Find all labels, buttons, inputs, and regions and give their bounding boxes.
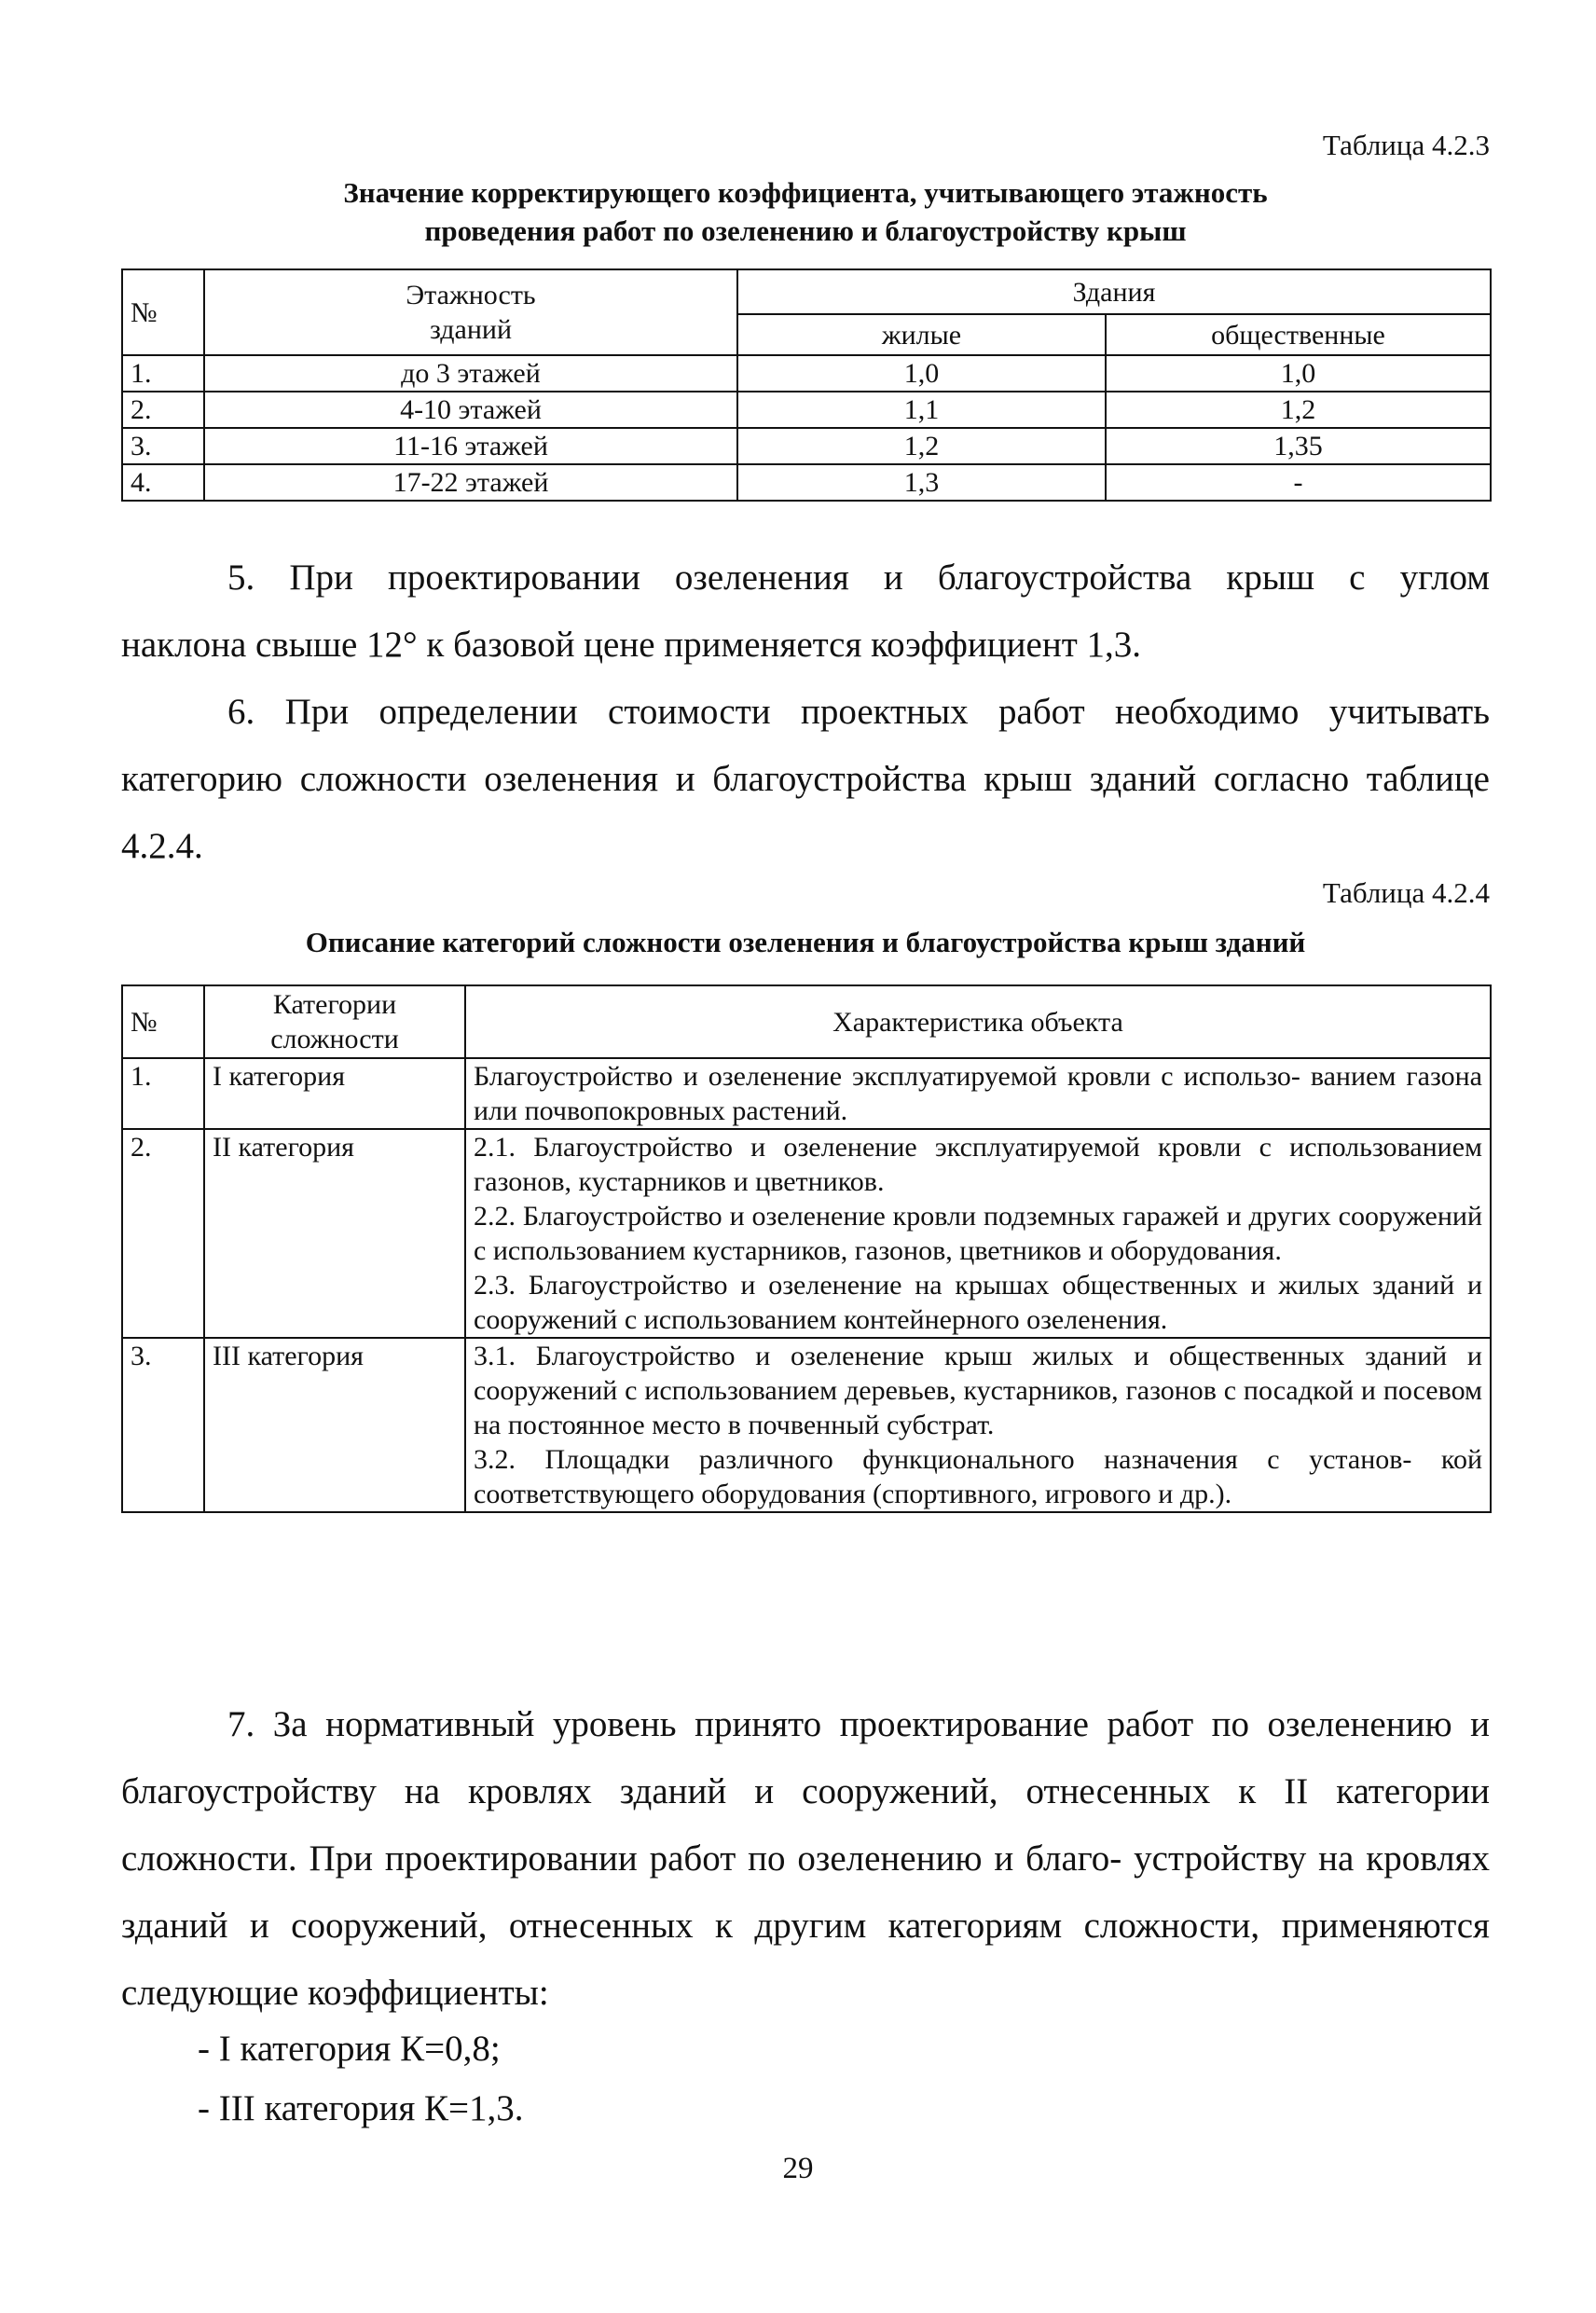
paragraph-5-line: 5. При проектировании озеленения и благоустройства крыш с углом — [227, 558, 1490, 598]
cell-category: II категория — [204, 1129, 465, 1338]
cell-num: 1. — [122, 1058, 204, 1129]
cell-num: 2. — [122, 392, 204, 428]
description-item: 2.3. Благоустройство и озеленение на крышах общественных и жилых зданий и сооружений с использованием контейнерного озеленения. — [474, 1270, 1482, 1335]
description-item: 2.1. Благоустройство и озеленение эксплуатируемой кровли с использованием газонов, кустарников и цветников. — [474, 1132, 1482, 1197]
cell-num: 1. — [122, 355, 204, 392]
header-num: № — [122, 985, 204, 1058]
table-title-line: проведения работ по озеленению и благоустройству крыш — [424, 214, 1187, 247]
description-item: 2.2. Благоустройство и озеленение кровли подземных гаражей и других сооружений с использованием кустарников, газонов, цветников и оборудования. — [474, 1201, 1482, 1266]
cell-public: - — [1106, 464, 1491, 501]
table-row — [122, 355, 1491, 392]
description-item: 3.2. Площадки различного функционального назначения с установ- кой соответствующего оборудования (спортивного, игрового и др.). — [474, 1444, 1482, 1509]
header-floors-line: зданий — [429, 314, 513, 345]
cell-floors: 4-10 этажей — [204, 392, 737, 428]
header-public: общественные — [1106, 314, 1491, 355]
paragraph-7-text: 7. За нормативный уровень принято проектирование работ по озеленению и благоустройству на кровлях зданий и сооружений, отнесенных к II категории сложности. При проектировании работ по озеленению и благо- устройству на кровлях зданий и сооружений, отнесенных к другим категориям сложности, применяются следующие коэффициенты: — [121, 1704, 1490, 2013]
table-row — [122, 392, 1491, 428]
header-buildings: Здания — [737, 269, 1491, 314]
list-item: - III категория К=1,3. — [198, 2088, 524, 2128]
header-floors-line: Этажность — [406, 280, 536, 310]
paragraph-5 — [121, 544, 1490, 679]
page-number: 29 — [782, 2152, 814, 2185]
coefficient-table — [121, 268, 1492, 502]
table-title-line: Значение корректирующего коэффициента, учитывающего этажность — [343, 176, 1268, 209]
list-item: - I категория К=0,8; — [198, 2029, 501, 2069]
header-category — [204, 985, 465, 1058]
cell-residential: 1,2 — [737, 428, 1106, 464]
paragraph-5-line: наклона свыше 12° к базовой цене применяется коэффициент 1,3. — [121, 625, 1142, 665]
cell-residential: 1,0 — [737, 355, 1106, 392]
cell-floors: 11-16 этажей — [204, 428, 737, 464]
table-title — [121, 173, 1490, 250]
table-row — [122, 1338, 1491, 1512]
paragraph-6-text: 6. При определении стоимости проектных работ необходимо учитывать категорию сложности озеленения и благоустройства крыш зданий согласно таблице 4.2.4. — [121, 692, 1490, 866]
header-category-line: сложности — [270, 1024, 399, 1054]
cell-description — [465, 1058, 1491, 1129]
cell-public: 1,2 — [1106, 392, 1491, 428]
description-item: Благоустройство и озеленение эксплуатируемой кровли с использо- ванием газона или почвопокровных растений. — [474, 1061, 1482, 1126]
header-floors — [204, 269, 737, 355]
cell-residential: 1,3 — [737, 464, 1106, 501]
cell-public: 1,35 — [1106, 428, 1491, 464]
cell-floors: 17-22 этажей — [204, 464, 737, 501]
cell-residential: 1,1 — [737, 392, 1106, 428]
header-description: Характеристика объекта — [465, 985, 1491, 1058]
description-item: 3.1. Благоустройство и озеленение крыш жилых и общественных зданий и сооружений с использованием деревьев, кустарников, газонов с посадкой и посевом на постоянное место в почвенный субстрат. — [474, 1341, 1482, 1440]
table-row — [122, 428, 1491, 464]
header-category-line: Категории — [272, 989, 397, 1020]
cell-category: I категория — [204, 1058, 465, 1129]
paragraph-6 — [121, 679, 1490, 880]
table-label: Таблица 4.2.3 — [1322, 129, 1490, 161]
cell-description — [465, 1338, 1491, 1512]
table-label: Таблица 4.2.4 — [1322, 876, 1490, 909]
cell-public: 1,0 — [1106, 355, 1491, 392]
cell-num: 2. — [122, 1129, 204, 1338]
header-residential: жилые — [737, 314, 1106, 355]
cell-num: 3. — [122, 1338, 204, 1512]
cell-category: III категория — [204, 1338, 465, 1512]
header-num: № — [122, 269, 204, 355]
cell-description — [465, 1129, 1491, 1338]
cell-num: 3. — [122, 428, 204, 464]
cell-floors: до 3 этажей — [204, 355, 737, 392]
table-row — [122, 464, 1491, 501]
paragraph-7 — [121, 1691, 1490, 2027]
table-title: Описание категорий сложности озеленения и благоустройства крыш зданий — [305, 926, 1306, 958]
cell-num: 4. — [122, 464, 204, 501]
table-row — [122, 1129, 1491, 1338]
category-table — [121, 984, 1492, 1513]
table-row — [122, 1058, 1491, 1129]
